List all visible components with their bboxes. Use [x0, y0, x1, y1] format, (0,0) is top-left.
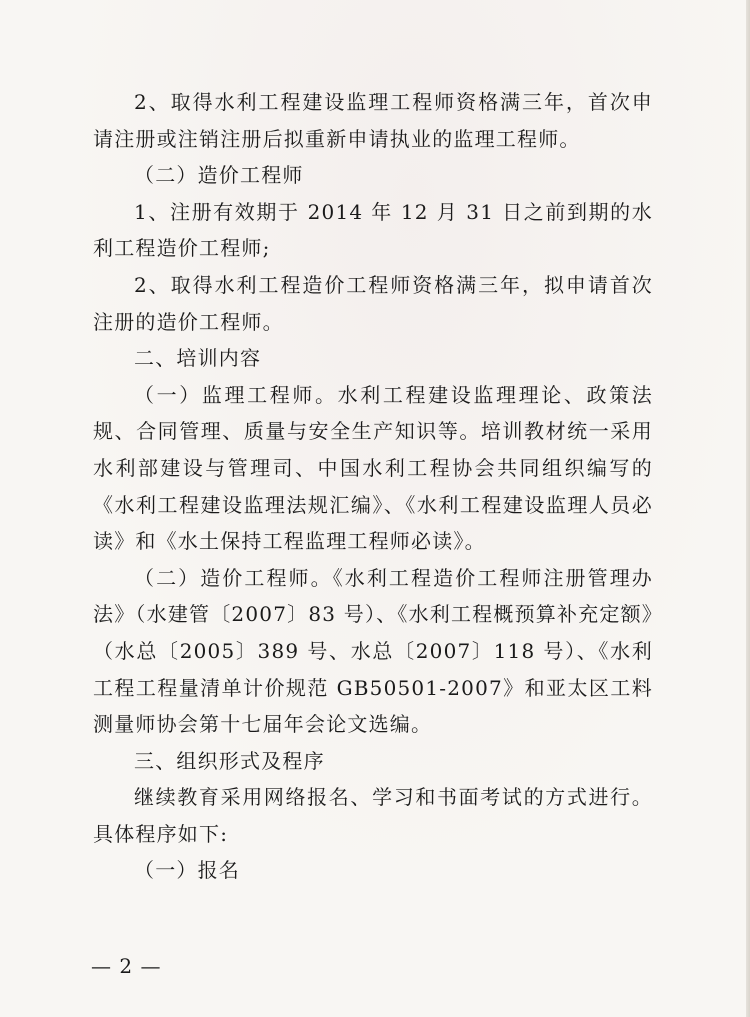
paragraph: 继续教育采用网络报名、学习和书面考试的方式进行。具体程序如下:: [93, 785, 653, 846]
paragraph: 1、注册有效期于 2014 年 12 月 31 日之前到期的水利工程造价工程师;: [93, 199, 653, 261]
paragraph: （一）监理工程师。水利工程建设监理理论、政策法规、合同管理、质量与安全生产知识等。培训教材统一采用水利部建设与管理司、中国水利工程协会共同组织编写的《水利工程建设监理法规汇编》、《水利工程建设监理人员必读》和《水土保持工程监理工程师必读》。: [93, 382, 653, 554]
paragraph: 2、取得水利工程建设监理工程师资格满三年，首次申请注册或注销注册后拟重新申请执业的监理工程师。: [93, 90, 653, 151]
section-heading: （一）报名: [134, 858, 240, 883]
section-heading: （二）造价工程师: [134, 163, 304, 188]
page-edge-shadow: [746, 0, 750, 1017]
paragraph: 2、取得水利工程造价工程师资格满三年，拟申请首次注册的造价工程师。: [93, 272, 653, 334]
document-body: [93, 84, 653, 889]
section-heading: 二、培训内容: [134, 346, 262, 371]
section-heading: 三、组织形式及程序: [134, 748, 325, 773]
page-number: — 2 —: [91, 954, 162, 978]
paragraph: （二）造价工程师。《水利工程造价工程师注册管理办法》（水建管〔2007〕83 号）、《水利工程概预算补充定额》（水总〔2005〕389 号、水总〔2007〕118 号）、《水利工程工程量清单计价规范 GB50501-2007》和亚太区工料测量师协会第十七届年会论文选编。: [93, 565, 653, 737]
